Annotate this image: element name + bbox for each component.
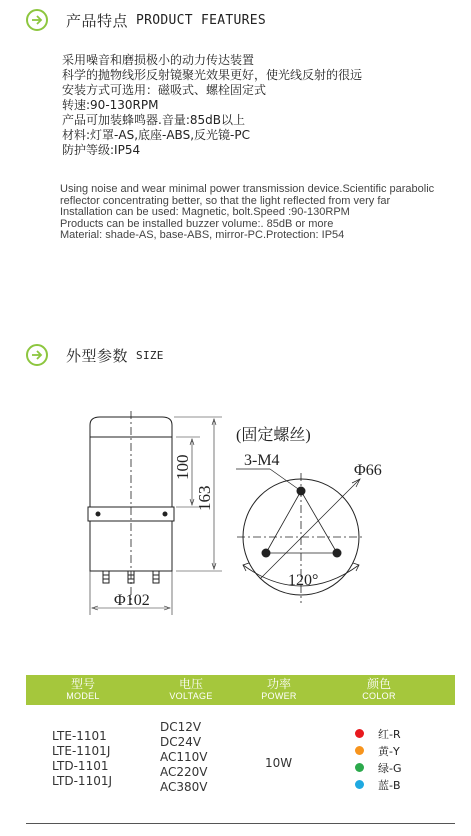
angle-120: 120° [288, 572, 319, 589]
voltage-item: AC110V [160, 750, 208, 764]
feature-line: 转速:90-130RPM [62, 98, 159, 112]
size-title-cn: 外型参数 [66, 346, 129, 365]
feature-line-en: Installation can be used: Magnetic, bolt.Speed :90-130RPM [60, 206, 350, 218]
dim-diameter-66: Φ66 [354, 462, 382, 479]
color-list [355, 725, 402, 793]
voltage-item: AC220V [160, 765, 208, 779]
model-item: LTD-1101 [52, 759, 109, 773]
dim-height-163: 163 [195, 485, 214, 511]
feature-line: 安装方式可选用：磁吸式、螺栓固定式 [62, 83, 267, 97]
lamp-side-view [88, 411, 222, 615]
spec-table-header [26, 675, 455, 705]
power-value: 10W [265, 756, 293, 770]
feature-line: 材料:灯罩-AS,底座-ABS,反光镜-PC [62, 128, 250, 142]
header-power: 功率 POWER [261, 677, 297, 701]
red-dot-icon [355, 729, 364, 738]
dim-height-100: 100 [173, 454, 192, 480]
screw-hole-top [297, 487, 306, 496]
color-item-yellow: 黄-Y [355, 742, 402, 759]
voltage-item: DC12V [160, 720, 202, 734]
size-title-en: SIZE [136, 348, 164, 362]
header-color: 颜色 COLOR [362, 677, 396, 701]
model-item: LTE-1101J [52, 744, 111, 758]
green-dot-icon [355, 763, 364, 772]
arrow-right-circle-icon [26, 344, 48, 366]
screw-hole-left [262, 549, 271, 558]
feature-line-en: Material: shade-AS, base-ABS, mirror-PC.Protection: IP54 [60, 229, 345, 241]
yellow-dot-icon [355, 746, 364, 755]
feature-line: 产品可加装蜂鸣器.音量:85dB以上 [62, 113, 245, 127]
header-voltage: 电压 VOLTAGE [169, 677, 213, 701]
arrow-right-circle-icon [26, 9, 48, 31]
feature-line: 采用噪音和磨损极小的动力传达装置 [62, 53, 255, 67]
color-item-green: 绿-G [355, 759, 402, 776]
dim-width-102: Φ102 [114, 592, 150, 609]
table-bottom-divider [26, 823, 455, 824]
features-heading [26, 9, 266, 31]
features-list-cn [62, 53, 362, 158]
model-list [52, 729, 112, 789]
size-heading [26, 344, 164, 366]
dimension-drawing [0, 395, 471, 625]
header-model: 型号 MODEL [66, 677, 100, 701]
model-item: LTE-1101 [52, 729, 107, 743]
feature-line-en: Using noise and wear minimal power transmission device.Scientific parabolic reflector concentrating better, so that the light reflected from very far [60, 183, 435, 207]
color-item-red: 红-R [355, 725, 402, 742]
features-title-cn: 产品特点 [66, 11, 129, 30]
features-title-en: PRODUCT FEATURES [136, 12, 267, 28]
blue-dot-icon [355, 780, 364, 789]
color-item-blue: 蓝-B [355, 776, 402, 793]
voltage-item: AC380V [160, 780, 208, 794]
features-list-en [60, 184, 455, 242]
voltage-list [160, 720, 208, 795]
model-item: LTD-1101J [52, 774, 113, 788]
screw-hole-right [333, 549, 342, 558]
feature-line-en: Products can be installed buzzer volume:. 85dB or more [60, 217, 334, 230]
screw-spec: 3-M4 [244, 452, 280, 469]
voltage-item: DC24V [160, 735, 202, 749]
feature-line: 科学的抛物线形反射镜聚光效果更好，使光线反射的很远 [62, 68, 363, 82]
feature-line: 防护等级:IP54 [62, 143, 141, 157]
fixing-screw-note: (固定螺丝) [236, 427, 311, 444]
